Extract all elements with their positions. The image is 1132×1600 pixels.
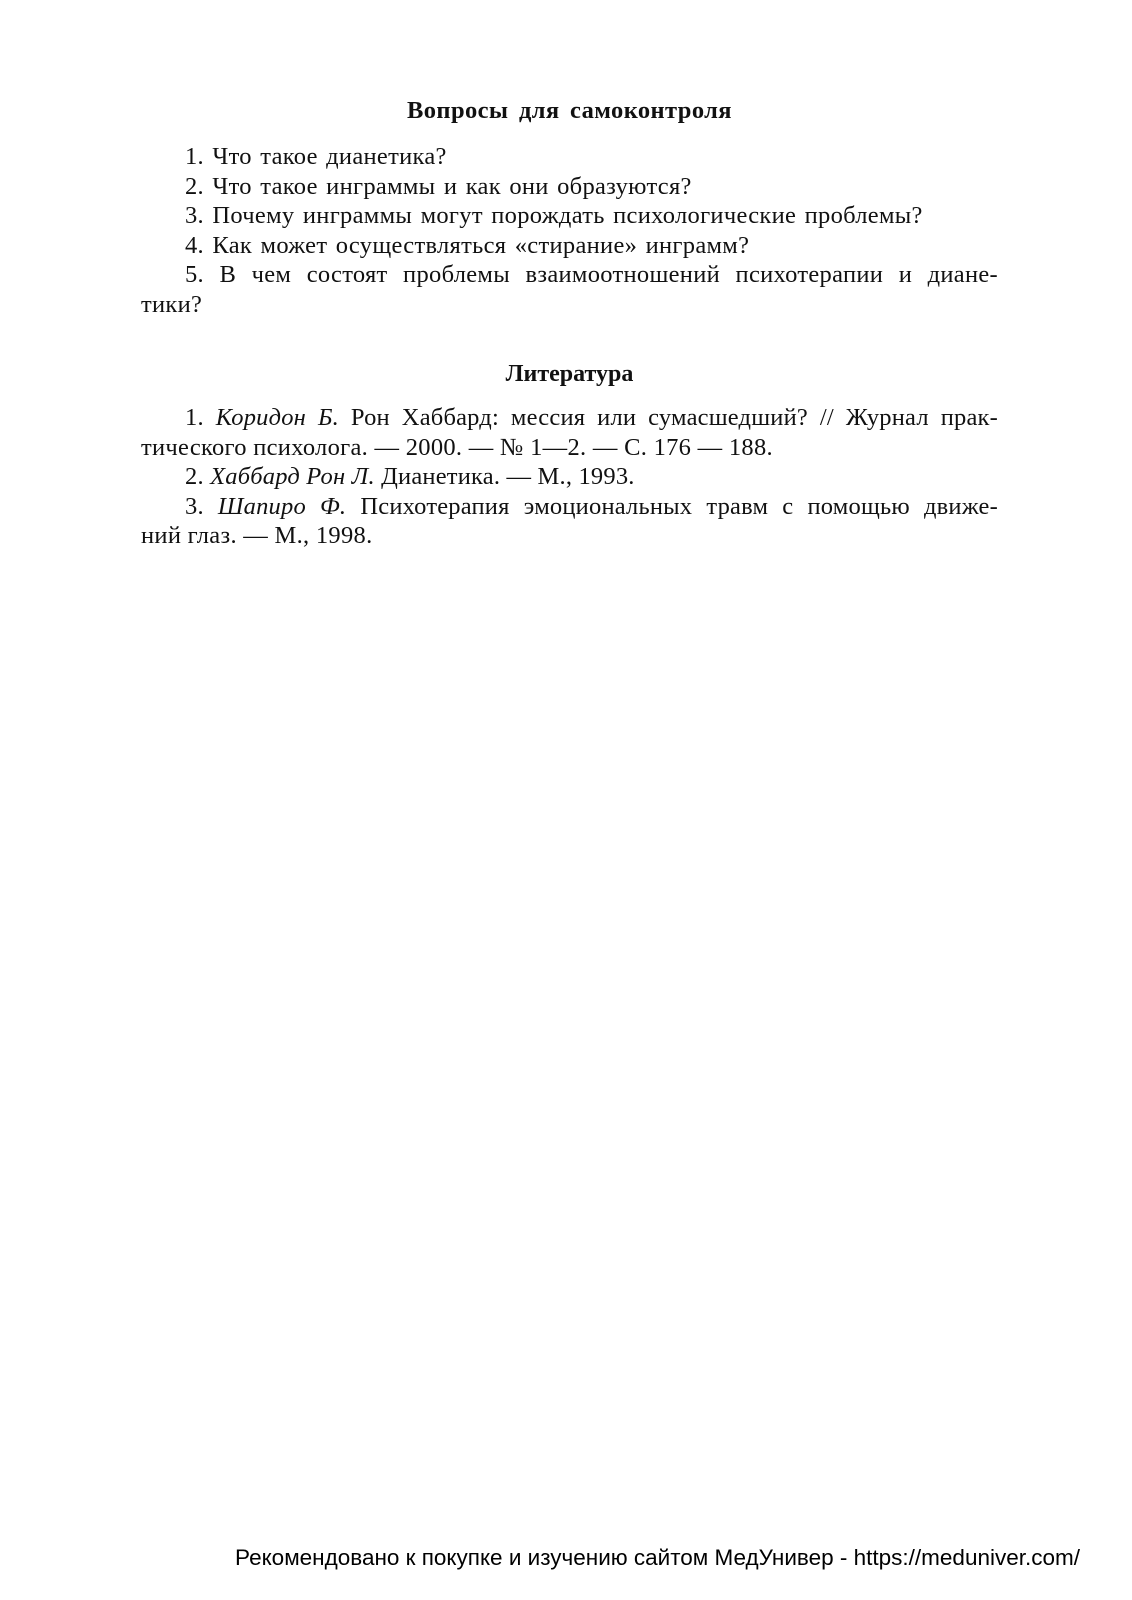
reference-text-continued: ний глаз. — М., 1998. [141, 522, 373, 549]
reference-item [141, 403, 998, 433]
question-item: 1. Что такое дианетика? [185, 143, 447, 170]
reference-author: Коридон Б. [215, 404, 339, 431]
page-content [141, 96, 998, 551]
literature-title: Литература [505, 361, 634, 387]
reference-author: Шапиро Ф. [217, 492, 347, 520]
reference-text-continued: тического психолога. — 2000. — № 1—2. — С. 176 — 188. [141, 433, 773, 461]
reference-number: 3. [185, 492, 204, 520]
questions-title: Вопросы для самоконтроля [407, 97, 732, 124]
question-item-5-line1: 5. В чем состоят проблемы взаимоотношений психотерапии и диане- [185, 261, 998, 288]
reference-number: 1. [185, 404, 204, 431]
question-item-5 [141, 260, 998, 290]
reference-text: Рон Хаббард: мессия или сумасшедший? // Журнал прак- [350, 404, 999, 431]
footer-recommendation: Рекомендовано к покупке и изучению сайтом МедУнивер - https://meduniver.com/ [235, 1545, 1080, 1570]
reference-author: Хаббард Рон Л. [210, 463, 375, 490]
question-item: 2. Что такое инграммы и как они образуются? [185, 172, 692, 200]
reference-item [141, 462, 998, 492]
reference-text: Дианетика. — М., 1993. [381, 463, 635, 490]
question-item: 3. Почему инграммы могут порождать психологические проблемы? [185, 202, 923, 229]
question-item: 4. Как может осуществляться «стирание» инграмм? [185, 231, 750, 259]
question-item-5-line2: тики? [141, 290, 203, 318]
reference-text: Психотерапия эмоциональных травм с помощью движе- [360, 492, 998, 520]
reference-item [141, 492, 998, 522]
reference-number: 2. [185, 463, 204, 490]
